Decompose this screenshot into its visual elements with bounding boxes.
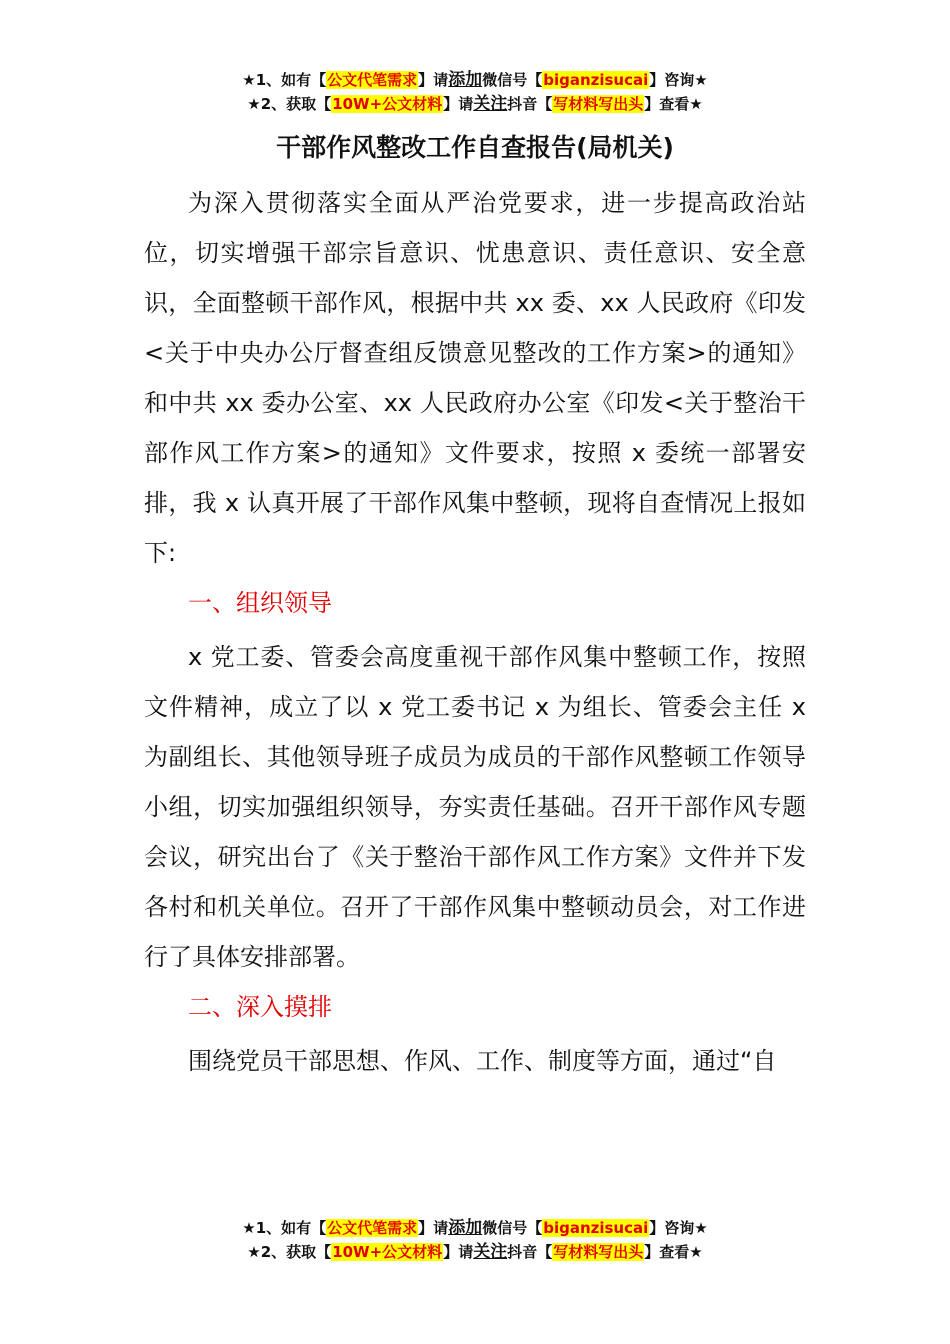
promo-douyin-account: 写材料写出头	[553, 1243, 644, 1261]
promo-underline: 添加	[448, 1218, 483, 1238]
star-icon: ★	[694, 1219, 708, 1237]
star-icon: ★	[242, 1219, 256, 1237]
paragraph-investigation: 围绕党员干部思想、作风、工作、制度等方面，通过“自	[188, 1047, 777, 1075]
promo-text: 2、获取【	[260, 95, 332, 113]
star-icon: ★	[689, 1243, 703, 1261]
bottom-promo-banner	[0, 1216, 950, 1264]
promo-text: 】请	[418, 71, 449, 89]
top-promo-banner	[0, 68, 950, 116]
promo-text: 微信号【	[482, 1219, 543, 1237]
promo-text: 微信号【	[482, 71, 543, 89]
section-heading-investigation: 二、深入摸排	[188, 993, 332, 1021]
promo-highlight: 10W+公文材料	[332, 1243, 443, 1261]
promo-text: 1、如有【	[255, 1219, 327, 1237]
promo-text: 抖音【	[507, 1243, 553, 1261]
body-section-investigation	[144, 1036, 806, 1086]
bottom-promo-line-2	[0, 1240, 950, 1264]
top-promo-line-1	[0, 68, 950, 92]
promo-highlight: 10W+公文材料	[332, 95, 443, 113]
promo-text: 】咨询	[649, 71, 695, 89]
promo-text: 】查看	[644, 1243, 690, 1261]
section-heading-organization: 一、组织领导	[188, 589, 332, 617]
star-icon: ★	[689, 95, 703, 113]
promo-underline: 添加	[448, 70, 483, 90]
paragraph-organization: x 党工委、管委会高度重视干部作风集中整顿工作，按照文件精神，成立了以 x 党工委书记 x 为组长、管委会主任 x 为副组长、其他领导班子成员为成员的干部作风整顿工作领导小组，切实加强组织领导，夯实责任基础。召开干部作风专题会议，研究出台了《关于整治干部作风工作方案》文件并下发各村和机关单位。召开了干部作风集中整顿动员会，对工作进行了具体安排部署。	[144, 643, 806, 971]
star-icon: ★	[694, 71, 708, 89]
promo-underline: 关注	[473, 1242, 508, 1262]
paragraph-intro: 为深入贯彻落实全面从严治党要求，进一步提高政治站位，切实增强干部宗旨意识、忧患意识、责任意识、安全意识，全面整顿干部作风，根据中共 xx 委、xx 人民政府《印发<关于中央办公厅督查组反馈意见整改的工作方案>的通知》和中共 xx 委办公室、xx 人民政府办公室《印发<关于整治干部作风工作方案>的通知》文件要求，按照 x 委统一部署安排，我 x 认真开展了干部作风集中整顿，现将自查情况上报如下:	[144, 189, 806, 567]
promo-text: 】请	[443, 1243, 474, 1261]
promo-text: 】请	[418, 1219, 449, 1237]
body-section-organization	[144, 632, 806, 982]
promo-text: 1、如有【	[255, 71, 327, 89]
promo-text: 】请	[443, 95, 474, 113]
body-section-heading-1	[144, 578, 806, 628]
star-icon: ★	[242, 71, 256, 89]
body-section-intro	[144, 178, 806, 578]
promo-highlight: 公文代笔需求	[327, 71, 418, 89]
promo-highlight: 公文代笔需求	[327, 1219, 418, 1237]
promo-wechat-id: biganzisucai	[543, 1219, 649, 1237]
star-icon: ★	[247, 95, 261, 113]
promo-underline: 关注	[473, 94, 508, 114]
promo-wechat-id: biganzisucai	[543, 71, 649, 89]
top-promo-line-2	[0, 92, 950, 116]
body-section-heading-2	[144, 982, 806, 1032]
promo-text: 】咨询	[649, 1219, 695, 1237]
document-title: 干部作风整改工作自查报告(局机关)	[276, 133, 674, 162]
star-icon: ★	[247, 1243, 261, 1261]
promo-douyin-account: 写材料写出头	[553, 95, 644, 113]
promo-text: 抖音【	[507, 95, 553, 113]
promo-text: 2、获取【	[260, 1243, 332, 1261]
promo-text: 】查看	[644, 95, 690, 113]
bottom-promo-line-1	[0, 1216, 950, 1240]
